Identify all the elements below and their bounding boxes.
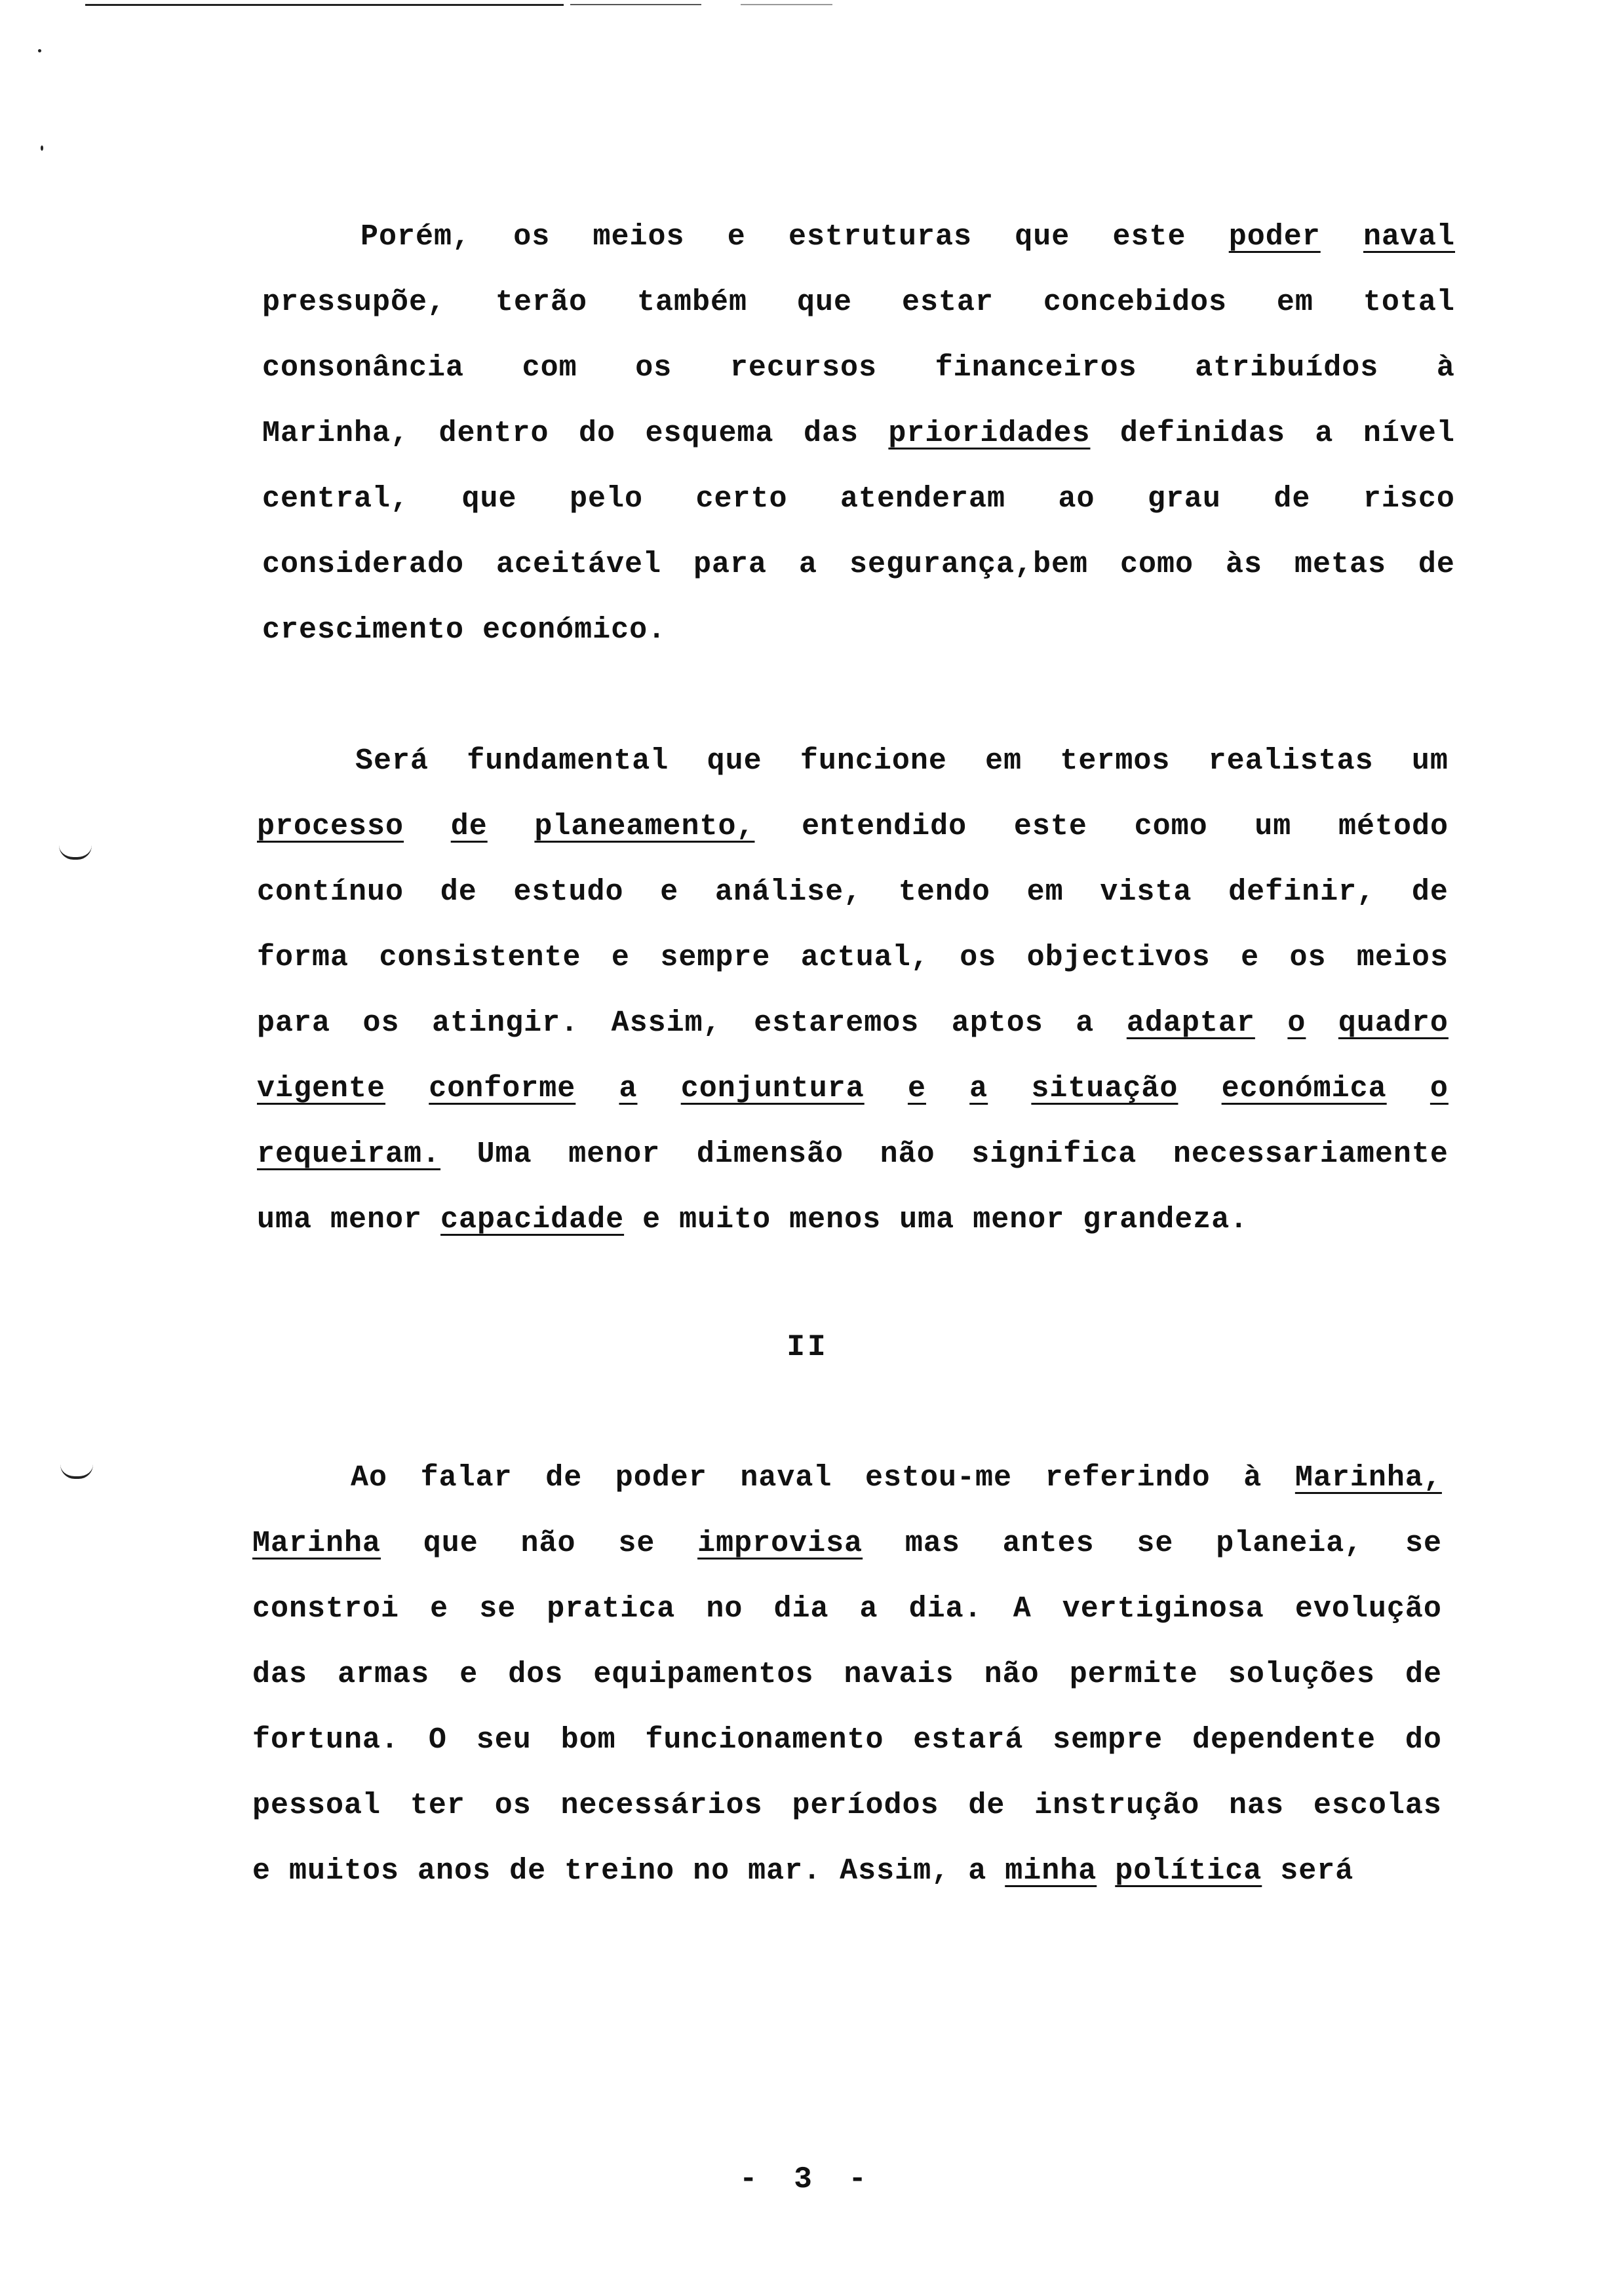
scan-speck: [38, 49, 41, 52]
word: fundamental: [467, 744, 669, 778]
word: aptos: [951, 1006, 1043, 1040]
word: em: [985, 744, 1022, 778]
word: e: [660, 875, 679, 909]
word: planeia,: [1216, 1527, 1363, 1560]
word: dos: [508, 1658, 564, 1691]
top-rule: [741, 4, 832, 5]
word: pelo: [569, 482, 643, 516]
word: constroi: [252, 1592, 400, 1626]
word: períodos: [792, 1789, 939, 1822]
underlined-word: naval: [1363, 220, 1455, 254]
word: dimensão: [696, 1138, 844, 1171]
word: esquema: [645, 417, 774, 450]
word: considerado: [262, 548, 465, 581]
word: contínuo: [257, 875, 404, 909]
text-line: [262, 598, 1455, 663]
word: de: [1411, 875, 1449, 909]
word: meios: [1356, 941, 1449, 974]
word: funcionamento: [645, 1723, 884, 1757]
word: que: [461, 482, 517, 516]
word: ter: [410, 1789, 465, 1822]
word: total: [1363, 286, 1455, 319]
word: a: [968, 1854, 987, 1888]
text-line: [262, 467, 1455, 532]
word: não: [520, 1527, 576, 1560]
word: grau: [1147, 482, 1221, 516]
word: metas: [1294, 548, 1386, 581]
word: antes: [1002, 1527, 1095, 1560]
underlined-word: conjuntura: [680, 1072, 865, 1105]
underlined-word: capacidade: [440, 1203, 625, 1236]
text-line: [257, 1187, 1449, 1253]
word: instrução: [1034, 1789, 1200, 1822]
word: à: [1436, 351, 1455, 385]
underlined-word: o: [1287, 1006, 1306, 1040]
word: à: [1243, 1461, 1262, 1495]
word: dentro: [438, 417, 549, 450]
word: objectivos: [1026, 941, 1211, 974]
underlined-word: Marinha,: [1294, 1461, 1442, 1495]
word: também: [636, 286, 748, 319]
word: os: [960, 941, 997, 974]
underlined-word: situação: [1031, 1072, 1178, 1105]
word: nas: [1229, 1789, 1285, 1822]
word: estruturas: [788, 220, 973, 254]
word: de: [1405, 1658, 1442, 1691]
word: do: [1405, 1723, 1442, 1757]
word: seu: [476, 1723, 532, 1757]
word: um: [1411, 744, 1449, 778]
word: bom: [560, 1723, 616, 1757]
text-line: [262, 401, 1455, 467]
word: a: [799, 548, 818, 581]
word: este: [1112, 220, 1186, 254]
word: com: [522, 351, 577, 385]
word: poder: [615, 1461, 707, 1495]
word: Porém,: [360, 220, 471, 254]
word: e: [727, 220, 746, 254]
word: dia.: [908, 1592, 983, 1626]
underlined-word: adaptar: [1126, 1006, 1255, 1040]
underlined-word: minha: [1005, 1854, 1097, 1888]
text-line: [257, 1056, 1449, 1122]
word: de: [1418, 548, 1455, 581]
word: vertiginosa: [1062, 1592, 1264, 1626]
word: estará: [913, 1723, 1024, 1757]
word: muito: [679, 1203, 771, 1236]
word: uma: [257, 1203, 313, 1236]
text-line: [252, 1773, 1442, 1839]
margin-mark: [60, 1464, 93, 1479]
word: em: [1276, 286, 1313, 319]
underlined-word: a: [969, 1072, 988, 1105]
word: necessários: [560, 1789, 763, 1822]
paragraph: [252, 1445, 1442, 1904]
word: vista: [1100, 875, 1192, 909]
top-rule: [570, 4, 701, 5]
scan-speck: [41, 145, 43, 151]
word: muitos: [289, 1854, 400, 1888]
top-rule: [85, 4, 564, 6]
text-line: [252, 1577, 1442, 1642]
word: para: [693, 548, 768, 581]
word: um: [1255, 810, 1292, 843]
word: meios: [593, 220, 685, 254]
word: necessariamente: [1173, 1138, 1449, 1171]
word: grandeza.: [1083, 1203, 1249, 1236]
word: os: [513, 220, 551, 254]
word: menor: [568, 1138, 661, 1171]
word: a: [1076, 1006, 1095, 1040]
word: falar: [420, 1461, 513, 1495]
text-line: [262, 335, 1455, 401]
word: naval: [740, 1461, 832, 1495]
word: referindo: [1045, 1461, 1211, 1495]
word: estaremos: [754, 1006, 920, 1040]
word: A: [1013, 1592, 1032, 1626]
word: de: [968, 1789, 1005, 1822]
underlined-word: o: [1430, 1072, 1449, 1105]
word: central,: [262, 482, 410, 516]
word: permite: [1069, 1658, 1198, 1691]
word: Assim,: [840, 1854, 950, 1888]
word: em: [1026, 875, 1064, 909]
word: actual,: [800, 941, 929, 974]
word: os: [635, 351, 672, 385]
underlined-word: processo: [257, 810, 404, 843]
word: estar: [901, 286, 994, 319]
word: segurança,bem: [849, 548, 1089, 581]
word: treino: [564, 1854, 675, 1888]
word: se: [1137, 1527, 1174, 1560]
word: termos: [1060, 744, 1171, 778]
word: método: [1338, 810, 1449, 843]
word: estudo: [513, 875, 624, 909]
word: risco: [1363, 482, 1455, 516]
word: consistente: [379, 941, 581, 974]
word: definir,: [1228, 875, 1376, 909]
underlined-word: conforme: [429, 1072, 576, 1105]
word: funcione: [800, 744, 947, 778]
word: que: [1015, 220, 1070, 254]
word: a: [859, 1592, 878, 1626]
text-line: [257, 860, 1449, 925]
word: armas: [338, 1658, 430, 1691]
word: não: [984, 1658, 1040, 1691]
word: Ao: [351, 1461, 388, 1495]
word: menor: [330, 1203, 423, 1236]
word: pessoal: [252, 1789, 381, 1822]
word: soluções: [1228, 1658, 1375, 1691]
word: e: [1241, 941, 1260, 974]
word: de: [1274, 482, 1311, 516]
word: evolução: [1294, 1592, 1442, 1626]
word: se: [618, 1527, 655, 1560]
underlined-word: poder: [1228, 220, 1321, 254]
word: crescimento: [262, 613, 465, 647]
word: realistas: [1208, 744, 1374, 778]
word: às: [1225, 548, 1262, 581]
word: pressupõe,: [262, 286, 446, 319]
word: estou-me: [865, 1461, 1013, 1495]
word: sempre: [660, 941, 771, 974]
word: recursos: [730, 351, 877, 385]
word: mas: [905, 1527, 960, 1560]
word: menor: [973, 1203, 1065, 1236]
word: e: [459, 1658, 478, 1691]
word: e: [611, 941, 630, 974]
text-line: [257, 729, 1449, 794]
word: como: [1134, 810, 1208, 843]
word: nível: [1363, 417, 1455, 450]
margin-mark: [59, 845, 92, 860]
underlined-word: planeamento,: [534, 810, 755, 843]
word: Uma: [477, 1138, 532, 1171]
word: análise,: [715, 875, 863, 909]
word: mar.: [748, 1854, 822, 1888]
text-line: [257, 1122, 1449, 1187]
word: ao: [1058, 482, 1095, 516]
word: terão: [496, 286, 588, 319]
text-line: [252, 1511, 1442, 1577]
word: do: [578, 417, 615, 450]
word: forma: [257, 941, 349, 974]
paragraph: [262, 204, 1455, 663]
word: como: [1119, 548, 1194, 581]
word: Marinha,: [262, 417, 410, 450]
word: que: [423, 1527, 478, 1560]
word: sempre: [1053, 1723, 1163, 1757]
text-line: [257, 794, 1449, 860]
word: e: [642, 1203, 661, 1236]
underlined-word: requeiram.: [257, 1138, 441, 1171]
word: escolas: [1313, 1789, 1442, 1822]
word: os: [362, 1006, 400, 1040]
word: uma: [899, 1203, 955, 1236]
text-line: [252, 1445, 1442, 1511]
word: atingir.: [432, 1006, 579, 1040]
word: certo: [695, 482, 788, 516]
word: se: [1405, 1527, 1442, 1560]
word: de: [440, 875, 477, 909]
word: consonância: [262, 351, 465, 385]
word: de: [545, 1461, 583, 1495]
text-line: [252, 1708, 1442, 1773]
text-line: [262, 204, 1455, 270]
word: atenderam: [840, 482, 1005, 516]
paragraph: [257, 729, 1449, 1253]
word: dependente: [1192, 1723, 1376, 1757]
word: definidas: [1119, 417, 1285, 450]
text-line: [257, 991, 1449, 1056]
word: equipamentos: [593, 1658, 814, 1691]
text-line: [262, 270, 1455, 335]
word: que: [796, 286, 852, 319]
word: significa: [971, 1138, 1137, 1171]
section-heading: II: [787, 1330, 828, 1364]
word: das: [252, 1658, 308, 1691]
word: das: [803, 417, 859, 450]
word: navais: [844, 1658, 954, 1691]
underlined-word: económica: [1221, 1072, 1387, 1105]
word: Será: [355, 744, 429, 778]
text-line: [252, 1839, 1442, 1904]
underlined-word: improvisa: [697, 1527, 863, 1560]
word: no: [706, 1592, 743, 1626]
word: pratica: [547, 1592, 676, 1626]
word: este: [1013, 810, 1087, 843]
word: atribuídos: [1195, 351, 1379, 385]
underlined-word: de: [450, 810, 488, 843]
word: O: [428, 1723, 447, 1757]
underlined-word: vigente: [257, 1072, 386, 1105]
word: Assim,: [611, 1006, 722, 1040]
word: no: [693, 1854, 730, 1888]
word: dia: [773, 1592, 829, 1626]
word: financeiros: [935, 351, 1137, 385]
word: anos: [418, 1854, 492, 1888]
word: entendido: [802, 810, 967, 843]
word: e: [430, 1592, 449, 1626]
text-line: [252, 1642, 1442, 1708]
word: os: [494, 1789, 532, 1822]
word: concebidos: [1043, 286, 1227, 319]
word: fortuna.: [252, 1723, 400, 1757]
word: económico.: [482, 613, 667, 647]
word: será: [1280, 1854, 1354, 1888]
underlined-word: política: [1115, 1854, 1262, 1888]
word: tendo: [898, 875, 990, 909]
underlined-word: prioridades: [888, 417, 1091, 450]
underlined-word: a: [619, 1072, 638, 1105]
page-number: - 3 -: [739, 2162, 876, 2196]
word: aceitável: [496, 548, 662, 581]
text-line: [262, 532, 1455, 598]
underlined-word: Marinha: [252, 1527, 381, 1560]
word: a: [1315, 417, 1334, 450]
word: para: [257, 1006, 331, 1040]
word: se: [479, 1592, 516, 1626]
word: menos: [789, 1203, 882, 1236]
underlined-word: e: [907, 1072, 926, 1105]
underlined-word: quadro: [1338, 1006, 1449, 1040]
word: que: [707, 744, 762, 778]
word: não: [880, 1138, 935, 1171]
word: os: [1289, 941, 1327, 974]
text-line: [257, 925, 1449, 991]
word: de: [509, 1854, 547, 1888]
word: e: [252, 1854, 271, 1888]
